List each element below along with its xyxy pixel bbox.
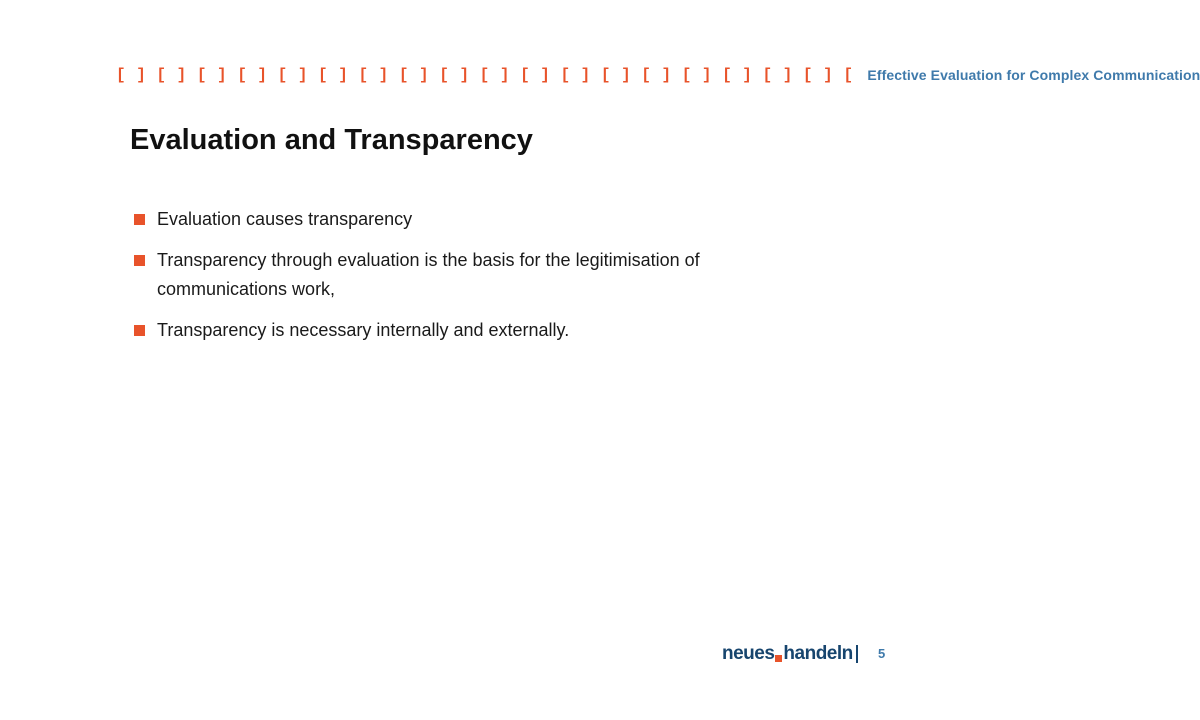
bullet-list xyxy=(134,205,834,357)
bullet-text: Evaluation causes transparency xyxy=(157,209,413,229)
logo-bar-icon xyxy=(856,645,858,663)
bullet-item xyxy=(134,205,834,234)
square-bullet-icon xyxy=(134,325,145,336)
slide-header xyxy=(116,62,1200,88)
header-subtitle: Effective Evaluation for Complex Communication xyxy=(867,67,1200,83)
logo-right-word: handeln xyxy=(783,643,853,664)
bullet-item xyxy=(134,316,834,345)
square-bullet-icon xyxy=(134,255,145,266)
company-logo xyxy=(722,643,858,665)
slide-title: Evaluation and Transparency xyxy=(130,124,533,156)
bracket-pattern-decoration: [ ] [ ] [ ] [ ] [ ] [ ] [ ] [ ] [ ] [ ] [ ] [ ] [ ] [ ] [ ] [ ] [ ] [ ] [ xyxy=(116,66,854,84)
bullet-text: Transparency through evaluation is the basis for the legitimisation of communications work, xyxy=(157,250,700,299)
square-bullet-icon xyxy=(134,214,145,225)
logo-left-word: neues xyxy=(722,643,775,664)
bullet-item xyxy=(134,246,834,304)
page-number: 5 xyxy=(878,646,886,661)
logo-dot-icon xyxy=(775,655,782,662)
bullet-text: Transparency is necessary internally and externally. xyxy=(157,320,570,340)
